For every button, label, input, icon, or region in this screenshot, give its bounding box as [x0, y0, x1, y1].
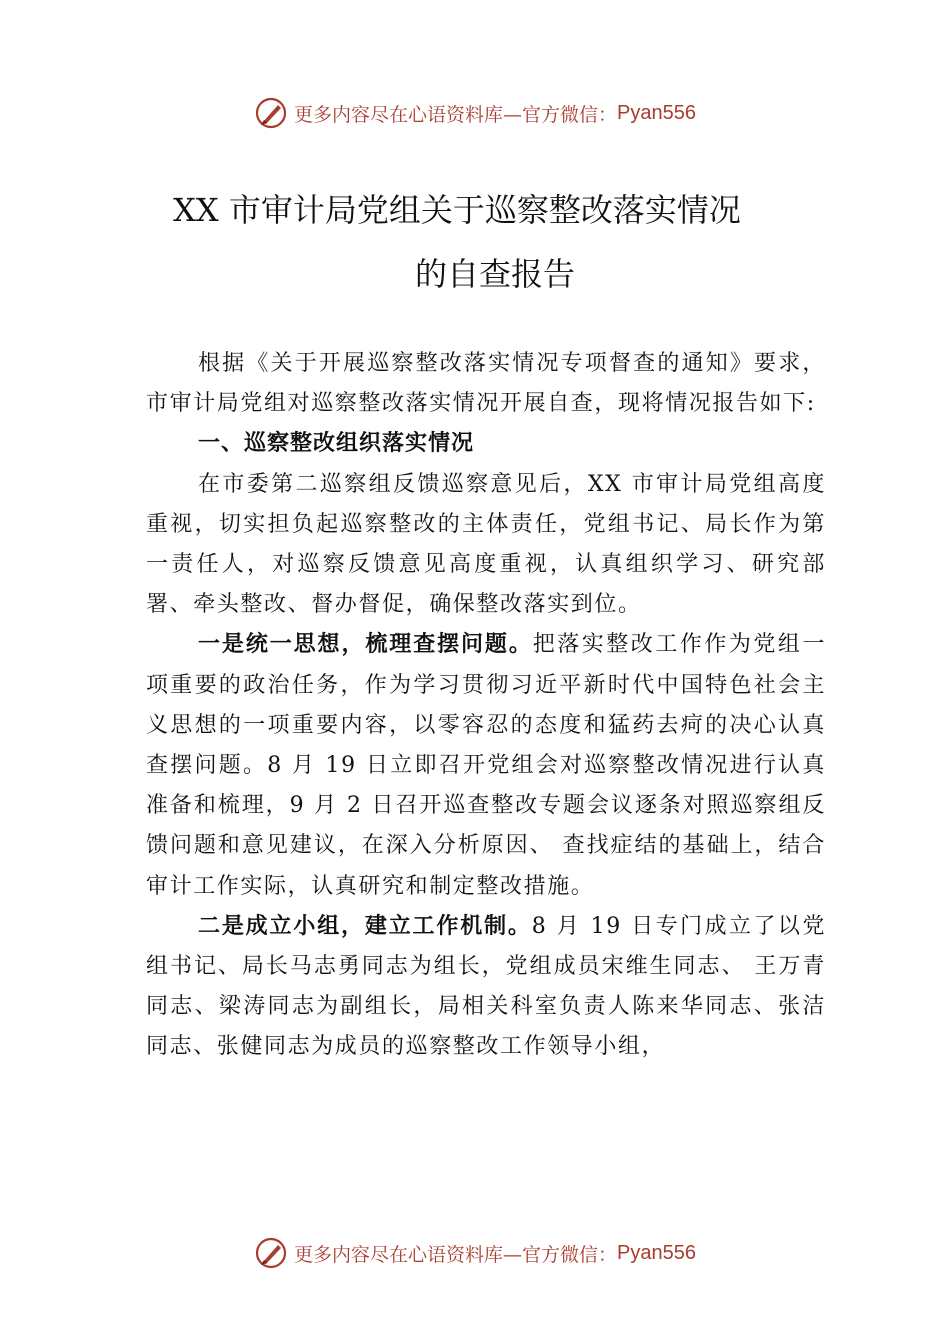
document-body — [146, 344, 826, 1068]
document-title-line2: 的自查报告 — [414, 255, 575, 293]
point-one-lead: 一是统一思想，梳理查摆问题。 — [198, 632, 533, 658]
section-paragraph: 在市委第二巡察组反馈巡察意见后，XX 市审计局党组高度重视，切实担负起巡察整改的主体责任，党组书记、局长作为第一责任人，对巡察反馈意见高度重视，认真组织学习、研究部署、牵头整改、督办督促，确保整改落实到位。 — [146, 471, 826, 618]
section-heading: 一、巡察整改组织落实情况 — [198, 431, 475, 457]
watermark-wechat-id: Pyan556 — [617, 101, 696, 124]
watermark-text: 更多内容尽在心语资料库—官方微信： — [294, 103, 618, 126]
point-two-text: 8 月 19 日专门成立了以党组书记、局长马志勇同志为组长，党组成员宋维生同志、 王万青同志、梁涛同志为副组长，局相关科室负责人陈来华同志、张洁同志、张健同志为成员的巡察整改工作领导小组， — [146, 913, 826, 1060]
watermark-wechat-id: Pyan556 — [617, 1241, 696, 1264]
point-one-paragraph — [146, 625, 826, 906]
pen-logo-icon — [254, 96, 288, 130]
intro-paragraph: 根据《关于开展巡察整改落实情况专项督查的通知》要求，市审计局党组对巡察整改落实情况开展自查，现将情况报告如下: — [146, 351, 826, 417]
watermark-text: 更多内容尽在心语资料库—官方微信： — [294, 1243, 618, 1266]
point-two-lead: 二是成立小组，建立工作机制。 — [198, 913, 532, 939]
point-two-paragraph — [146, 907, 826, 1068]
header-watermark — [0, 93, 950, 133]
point-one-text: 把落实整改工作作为党组一项重要的政治任务，作为学习贯彻习近平新时代中国特色社会主义思想的一项重要内容，以零容忍的态度和猛药去疴的决心认真查摆问题。8 月 19 日立即召开党组会对巡察整改情况进行认真准备和梳理，9 月 2 日召开巡查整改专题会议逐条对照巡察组反馈问题和意见建议，在深入分析原因、 查找症结的基础上，结合审计工作实际，认真研究和制定整改措施。 — [146, 632, 826, 899]
footer-watermark — [0, 1233, 950, 1273]
pen-logo-icon — [254, 1236, 288, 1270]
document-title-line1: XX 市审计局党组关于巡察整改落实情况 — [173, 191, 741, 229]
